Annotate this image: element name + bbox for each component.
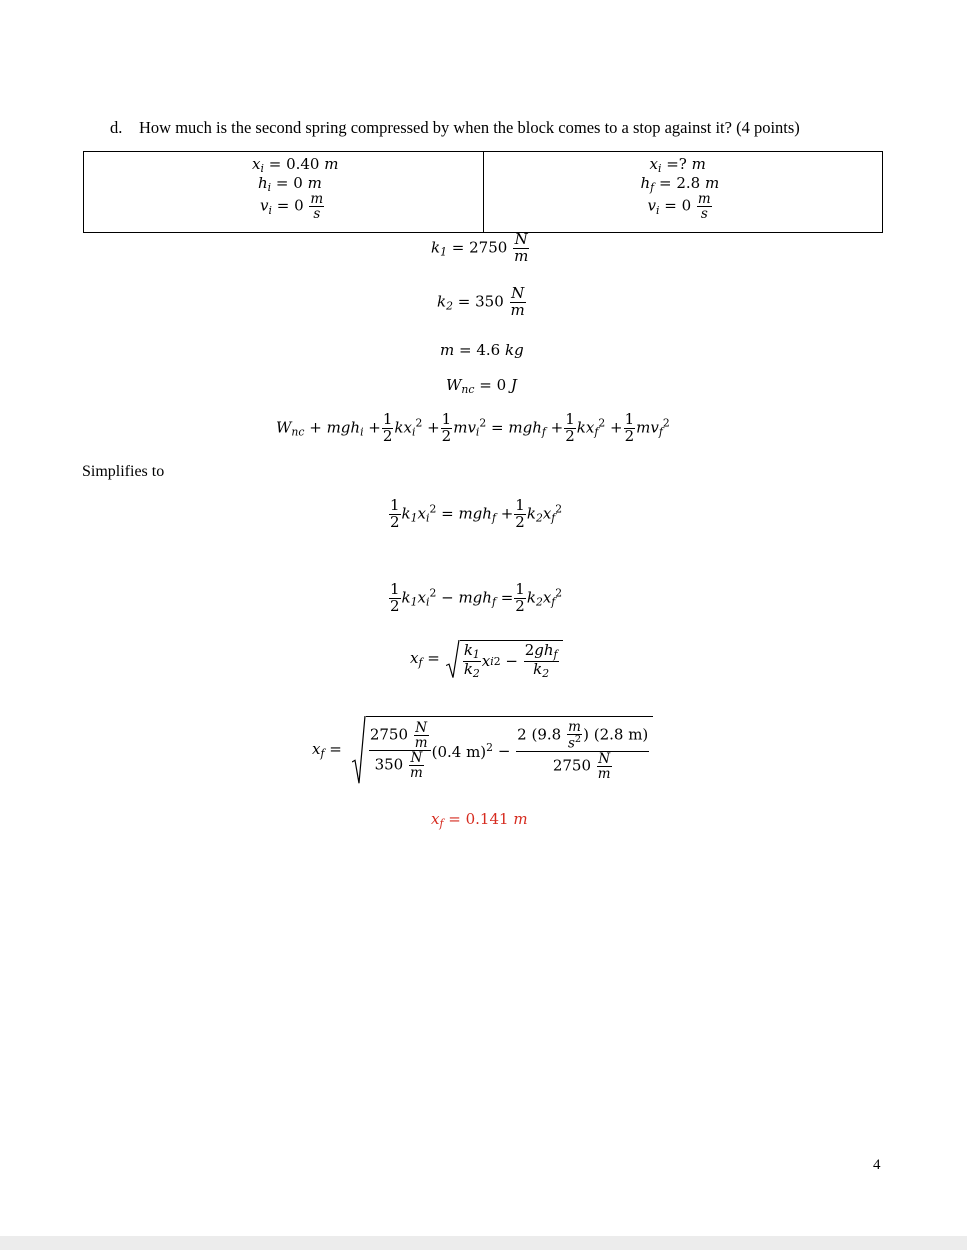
final-x: $x_i$ =? m [649,155,706,176]
question-label: d. [110,118,123,137]
initial-h: $h_i = 0$ m [258,174,322,195]
xf-formula: $x_f$ = $\frac{k_1}{k_2}$ x i 2 − $\frac{2gh_f}{k_2}$ [410,640,563,679]
page-bottom-strip [0,1236,967,1250]
final-conditions-cell [483,152,883,233]
final-v: $v_i = 0$ $\frac{m}{s}$ [647,191,711,223]
mass-given: m = 4.6 kg [440,341,524,359]
xf-substitution: $x_f$ = 2750 $\frac{N}{m}$ 350 $\frac{N}{m}$ (0.4 m)$^2$ − 2 (9.8 $\frac{m}{s^2}$ ) (2.8 m) 2750 $\frac{N}{m}$ [312,716,653,785]
conditions-table [83,151,883,233]
final-answer: $x_f = 0.141$ m [431,810,528,831]
simplified-equation: $\frac{1}{2}$ $k_1x_i^2 = mgh_f$ + $\frac{1}{2}$ $k_2x_f^2$ [390,496,563,531]
initial-v: $v_i = 0$ $\frac{m}{s}$ [260,191,324,223]
question-text: How much is the second spring compressed by when the block comes to a stop against it? (4 points) [139,118,800,137]
question-d [110,118,800,138]
initial-x: $x_i = 0.40$ m [252,155,339,176]
initial-conditions-cell [84,152,484,233]
simplifies-label: Simplifies to [82,463,165,480]
rearranged-equation: $\frac{1}{2}$ $k_1x_i^2 - mgh_f$ = $\frac{1}{2}$ $k_2x_f^2$ [390,580,563,615]
final-h: $h_f = 2.8$ m [640,174,720,195]
wnc-given: $W_{nc} = 0$ J [446,376,517,397]
page-number: 4 [873,1157,881,1173]
k2-given: $k_2 = 350$ $\frac{N}{m}$ [437,284,525,319]
energy-equation: $W_{nc} + mgh_i$ + $\frac{1}{2}$ $kx_i^2$ + $\frac{1}{2}$ $mv_i^2 = mgh_f$ + $\frac{1}{2}$ $kx_f^2$ + $\frac{1}{2}$ $mv_f^2$ [276,410,670,445]
k1-given: $k_1 = 2750$ $\frac{N}{m}$ [431,230,529,265]
